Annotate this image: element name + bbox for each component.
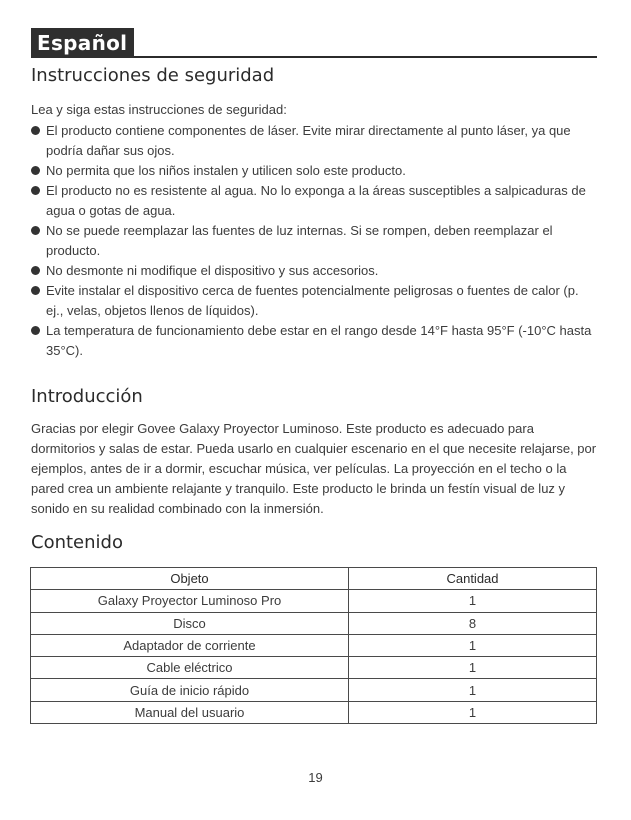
table-row [31, 701, 597, 723]
column-header-item: Objeto [31, 568, 349, 590]
table-row [31, 590, 597, 612]
safety-item [31, 261, 597, 281]
safety-intro-text: Lea y siga estas instrucciones de seguridad: [31, 102, 287, 117]
quantity-cell: 1 [349, 590, 597, 612]
safety-item [31, 121, 597, 161]
safety-item-text: El producto no es resistente al agua. No lo exponga a la áreas susceptibles a salpicaduras de agua o gotas de agua. [46, 183, 586, 218]
safety-item [31, 221, 597, 261]
language-label: Español [31, 28, 134, 58]
table-row [31, 612, 597, 634]
quantity-cell: 1 [349, 679, 597, 701]
safety-item-text: El producto contiene componentes de láser. Evite mirar directamente al punto láser, ya que podría dañar sus ojos. [46, 123, 571, 158]
bullet-icon [31, 286, 40, 295]
safety-item-text: Evite instalar el dispositivo cerca de fuentes potencialmente peligrosas o fuentes de calor (p. ej., velas, objetos llenos de líquidos). [46, 283, 579, 318]
item-cell: Manual del usuario [31, 701, 349, 723]
item-cell: Adaptador de corriente [31, 634, 349, 656]
table-header-row [31, 568, 597, 590]
safety-item-text: No permita que los niños instalen y utilicen solo este producto. [46, 163, 406, 178]
quantity-cell: 1 [349, 634, 597, 656]
bullet-icon [31, 166, 40, 175]
introduction-paragraph: Gracias por elegir Govee Galaxy Proyector Luminoso. Este producto es adecuado para dormitorios y salas de estar. Pueda usarlo en cualquier escenario en el que necesite relajarse, por ejemplos, antes de ir a dormir, escuchar música, ver películas. La proyección en el techo o la pared crea un ambiente relajante y tranquilo. Este producto le brinda un festín visual de luz y sonido en su realidad combinado con la inmersión. [31, 421, 597, 516]
safety-item [31, 281, 597, 321]
contents-section-title: Contenido [31, 532, 123, 553]
item-cell: Disco [31, 612, 349, 634]
table-row [31, 679, 597, 701]
item-cell: Galaxy Proyector Luminoso Pro [31, 590, 349, 612]
safety-item-text: No se puede reemplazar las fuentes de luz internas. Si se rompen, deben reemplazar el producto. [46, 223, 553, 258]
bullet-icon [31, 226, 40, 235]
bullet-icon [31, 266, 40, 275]
bullet-icon [31, 326, 40, 335]
safety-item-text: No desmonte ni modifique el dispositivo y sus accesorios. [46, 263, 379, 278]
bullet-icon [31, 126, 40, 135]
bullet-icon [31, 186, 40, 195]
safety-list [31, 121, 597, 361]
page-number: 19 [308, 770, 323, 785]
quantity-cell: 1 [349, 657, 597, 679]
item-cell: Cable eléctrico [31, 657, 349, 679]
safety-section-title: Instrucciones de seguridad [31, 65, 275, 86]
safety-item [31, 181, 597, 221]
safety-item [31, 321, 597, 361]
safety-item-text: La temperatura de funcionamiento debe estar en el rango desde 14°F hasta 95°F (-10°C hasta 35°C). [46, 323, 592, 358]
item-cell: Guía de inicio rápido [31, 679, 349, 701]
safety-item [31, 161, 597, 181]
table-row [31, 634, 597, 656]
introduction-section-title: Introducción [31, 386, 143, 407]
table-row [31, 657, 597, 679]
column-header-quantity: Cantidad [349, 568, 597, 590]
contents-table [30, 567, 597, 724]
quantity-cell: 1 [349, 701, 597, 723]
quantity-cell: 8 [349, 612, 597, 634]
